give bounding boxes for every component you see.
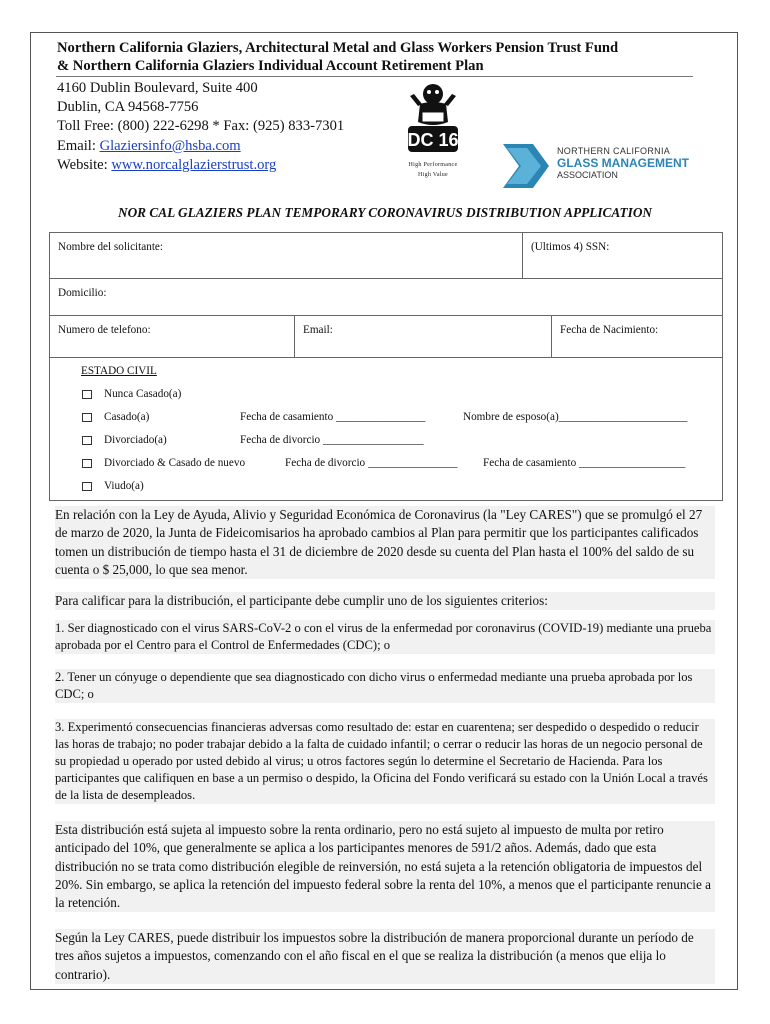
- email-label: Email:: [57, 137, 100, 154]
- phone-label: Numero de telefono:: [58, 324, 151, 336]
- website-link[interactable]: www.norcalglazierstrust.org: [111, 156, 277, 173]
- criterion-3: 3. Experimentó consecuencias financieras adversas como resultado de: estar en cuarentena; ser despedido o despedido o reducir las horas de trabajo; no poder trabajar debido a la falta de cuidado infantil; o cerrar o reducir las horas de un negocio personal de su propiedad u operado por usted debido al virus; u otros factores según lo determine el Secretario de Hacienda. Para los participantes que califiquen en base a un permiso o despido, la Oficina del Fondo verificará su estado con la Unión Local a través de la lista de desempleados.: [55, 719, 715, 804]
- widowed-label: Viudo(a): [104, 480, 144, 492]
- ngm-line1: NORTHERN CALIFORNIA: [557, 146, 671, 156]
- phone-field[interactable]: [49, 315, 295, 358]
- glass-management-wordmark: [557, 146, 689, 180]
- ngm-line3: ASSOCIATION: [557, 170, 618, 180]
- header-title-line1: Northern California Glaziers, Architectural Metal and Glass Workers Pension Trust Fund: [57, 40, 619, 56]
- divorced-remarried-checkbox[interactable]: [82, 459, 92, 468]
- contact-block: [57, 79, 344, 175]
- glass-management-mark-icon: [503, 144, 549, 188]
- civil-status-title: ESTADO CIVIL: [81, 365, 157, 377]
- divorce-date2-field[interactable]: Fecha de divorcio ________________: [285, 457, 458, 469]
- never-married-checkbox[interactable]: [82, 390, 92, 399]
- divorce-date-field[interactable]: Fecha de divorcio __________________: [240, 434, 424, 446]
- email-line: [57, 137, 344, 156]
- dob-field[interactable]: [551, 315, 723, 358]
- widowed-checkbox[interactable]: [82, 482, 92, 491]
- divorced-label: Divorciado(a): [104, 434, 167, 446]
- never-married-label: Nunca Casado(a): [104, 388, 182, 400]
- website-label: Website:: [57, 156, 112, 173]
- marriage-date2-field[interactable]: Fecha de casamiento ___________________: [483, 457, 686, 469]
- married-label: Casado(a): [104, 411, 150, 423]
- applicant-name-label: Nombre del solicitante:: [58, 241, 164, 253]
- website-line: [57, 156, 344, 175]
- ssn-field[interactable]: [522, 232, 723, 279]
- header-title: [57, 39, 618, 75]
- dc16-logo: [398, 82, 468, 182]
- address-line2: Dublin, CA 94568-7756: [57, 99, 199, 116]
- header-title-line2: & Northern California Glaziers Individual Account Retirement Plan: [57, 58, 484, 74]
- criterion-2: 2. Tener un cónyuge o dependiente que sea diagnosticado con dicho virus o enfermedad mediante una prueba aprobada por los CDC; o: [55, 669, 715, 703]
- header-divider: [56, 76, 693, 77]
- phone-fax-line: Toll Free: (800) 222-6298 * Fax: (925) 833-7301: [57, 118, 345, 135]
- intro-paragraph: En relación con la Ley de Ayuda, Alivio y Seguridad Económica de Coronavirus (la "Ley CARES") que se promulgó el 27 de marzo de 2020, la Junta de Fideicomisarios ha aprobado cambios al Plan para permitir que los participantes calificados tomen un distribución de tiempo hasta el 31 de diciembre de 2020 desde su cuenta del Plan hasta el 100% del saldo de su cuenta o $ 25,000, lo que sea menor.: [55, 506, 715, 579]
- dc16-tagline1: High Performance: [408, 162, 458, 168]
- email-link[interactable]: Glaziersinfo@hsba.com: [99, 137, 241, 154]
- married-checkbox[interactable]: [82, 413, 92, 422]
- ssn-label: (Ultimos 4) SSN:: [531, 241, 610, 253]
- tax-paragraph: Esta distribución está sujeta al impuesto sobre la renta ordinario, pero no está sujeto al impuesto de multa por retiro anticipado del 10%, que generalmente se aplica a los participantes menores de 591/2 años. Además, dado que esta distribución no se trata como distribución elegible de reinversión, no está sujeta a la retención obligatoria de impuestos del 20%. Sin embargo, se aplica la retención del impuesto federal sobre la renta del 10%, a menos que el participante renuncie a la retención.: [55, 821, 715, 912]
- form-title: NOR CAL GLAZIERS PLAN TEMPORARY CORONAVIRUS DISTRIBUTION APPLICATION: [117, 205, 653, 220]
- address-line1: 4160 Dublin Boulevard, Suite 400: [57, 80, 258, 96]
- address-field[interactable]: [49, 278, 723, 316]
- dc16-number: DC 16: [407, 130, 459, 150]
- spouse-name-field[interactable]: Nombre de esposo(a)_______________________: [463, 411, 688, 423]
- divorced-remarried-label: Divorciado & Casado de nuevo: [104, 457, 246, 469]
- marriage-date-field[interactable]: Fecha de casamiento ________________: [240, 411, 426, 423]
- glass-management-logo: [503, 144, 693, 190]
- dob-label: Fecha de Nacimiento:: [560, 324, 659, 336]
- civil-status-section: [49, 357, 723, 501]
- ngm-line2: GLASS MANAGEMENT: [557, 156, 689, 170]
- cares-paragraph: Según la Ley CARES, puede distribuir los impuestos sobre la distribución de manera proporcional durante un período de tres años sujetos a impuestos, comenzando con el año fiscal en el que se realiza la distribución (a menos que elija lo contrario).: [55, 929, 715, 984]
- address-label: Domicilio:: [58, 287, 107, 299]
- criterion-1: 1. Ser diagnosticado con el virus SARS-CoV-2 o con el virus de la enfermedad por coronavirus (COVID-19) mediante una prueba aprobada por el Centro para el Control de Enfermedades (CDC); o: [55, 620, 715, 654]
- divorced-checkbox[interactable]: [82, 436, 92, 445]
- criteria-intro: Para calificar para la distribución, el participante debe cumplir uno de los siguientes criterios:: [55, 592, 715, 610]
- email-field[interactable]: [294, 315, 552, 358]
- email-field-label: Email:: [303, 324, 333, 336]
- dc16-tagline2: High Value: [417, 172, 449, 178]
- glazier-figure-icon: [398, 82, 468, 160]
- applicant-name-field[interactable]: [49, 232, 523, 279]
